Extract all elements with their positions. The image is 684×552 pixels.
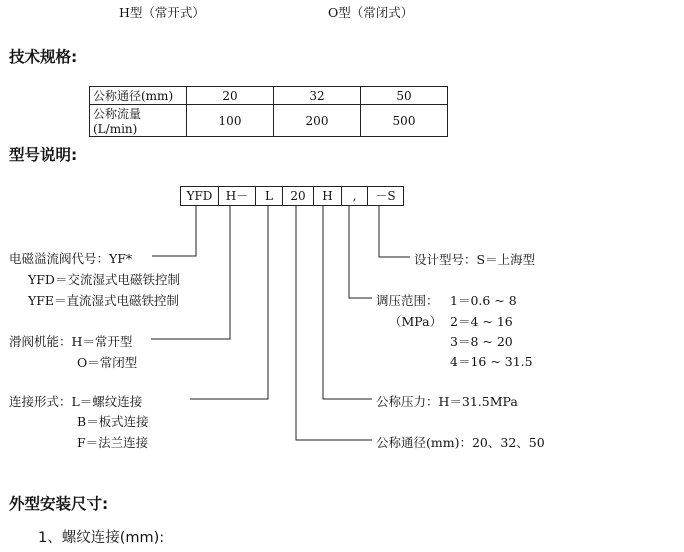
line-pressure-range — [349, 205, 372, 298]
range-1-text: 1＝0.6 ~ 8 — [450, 293, 517, 308]
nominal-pressure-text: 公称压力：H＝31.5MPa — [376, 394, 518, 409]
table-cell: 20 — [187, 87, 274, 105]
line-nominal-dia — [296, 205, 372, 440]
code-cell: L — [256, 187, 283, 205]
range-4-text: 4＝16 ~ 31.5 — [450, 354, 533, 369]
table-cell: 200 — [274, 105, 361, 137]
code-cell: 20 — [283, 187, 314, 205]
conn-form-text: 连接形式：L＝螺纹连接 — [9, 394, 143, 409]
table-cell: 500 — [361, 105, 448, 137]
pressure-range-text: 调压范围： — [376, 293, 439, 308]
line-conn-form — [190, 205, 268, 399]
table-cell: 32 — [274, 87, 361, 105]
table-cell: 50 — [361, 87, 448, 105]
line-nominal-pressure — [323, 205, 372, 399]
line-valve-code — [152, 205, 196, 256]
code-cell: －S — [375, 189, 396, 203]
design-text: 设计型号：S＝上海型 — [414, 252, 536, 267]
code-cell: H－ — [219, 187, 256, 205]
table-cell-label: 公称流量(L/min) — [90, 105, 187, 137]
conn-b-text: B＝板式连接 — [77, 414, 149, 429]
slide-o-text: O＝常闭型 — [77, 355, 138, 370]
nominal-dia-text: 公称通径(mm)：20、32、50 — [376, 435, 545, 450]
install-item-1: 1、螺纹连接(mm): — [38, 530, 165, 546]
code-cell: , — [342, 187, 368, 205]
range-2-text: 2＝4 ~ 16 — [450, 314, 513, 329]
line-design — [379, 205, 410, 257]
model-heading: 型号说明: — [9, 146, 78, 164]
h-type-label: H型（常开式） — [119, 5, 205, 20]
code-cell: H — [314, 187, 342, 205]
yfe-text: YFE＝直流湿式电磁铁控制 — [28, 293, 180, 308]
o-type-label: O型（常闭式） — [328, 5, 414, 20]
mpa-text: （MPa） — [389, 314, 443, 329]
code-cell: YFD — [181, 187, 219, 205]
model-code-box — [180, 186, 404, 206]
yfd-text: YFD＝交流湿式电磁铁控制 — [28, 272, 180, 287]
slide-func-text: 滑阀机能：H＝常开型 — [9, 334, 133, 349]
table-cell-label: 公称通径(mm) — [90, 87, 187, 105]
valve-code-text: 电磁溢流阀代号：YF* — [9, 251, 133, 266]
spec-heading: 技术规格: — [9, 48, 78, 66]
conn-f-text: F＝法兰连接 — [77, 435, 149, 450]
range-3-text: 3＝8 ~ 20 — [450, 334, 513, 349]
table-cell: 100 — [187, 105, 274, 137]
install-heading: 外型安装尺寸: — [9, 495, 109, 513]
